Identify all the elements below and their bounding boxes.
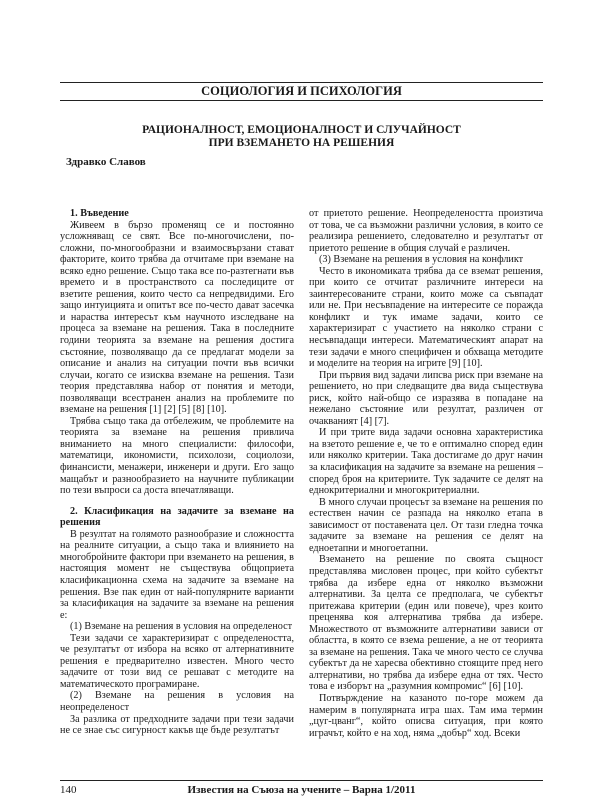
page-number: 140 bbox=[60, 784, 77, 796]
paragraph: Живеем в бързо променящ се и постоянно усложняващ се свят. Все по-многочислени, по-сложни, по-многообразни и взаимосвързани стават факторите, които трябва да отчитаме при вземане на всяко едно решение. Също така все по-разтегнати във времето и в пространството са последиците от взетите решения, които често са непредвидими. Его защо интуицията и опитът все по-често дават засечка и нараства интересът към научното изследване на процеса за вземане на решения. Така в последните години теорията за вземане на решения достига състояние, позволяващо да се предлагат модели за описание и анализ на ситуации почти във всички случаи, когато се изисква вземане на решения. Тази теория представлява набор от понятия и методи, позволяващи всестранен анализ на проблемите по вземане на решения [1] [2] [5] [8] [10]. bbox=[60, 219, 294, 416]
header-rule-top bbox=[60, 82, 543, 83]
paragraph: (3) Вземане на решения в условия на конфликт bbox=[319, 254, 524, 266]
paragraph: (2) Вземане на решения в условия на неопределеност bbox=[60, 690, 294, 713]
paragraph: Потвърждение на казаното по-горе можем да намерим в популярната игра шах. Там има термин „цуг-цванг“, който описва ситуация, при която играчът, който е на ход, няма „добър“ ход. Всеки bbox=[309, 692, 543, 739]
journal-title: Известия на Съюза на учените – Варна 1/2011 bbox=[187, 784, 416, 796]
section-title: СОЦИОЛОГИЯ И ПСИХОЛОГИЯ bbox=[201, 84, 402, 98]
article-title-line-1: РАЦИОНАЛНОСТ, ЕМОЦИОНАЛНОСТ И СЛУЧАЙНОСТ bbox=[142, 124, 461, 136]
header-rule-bottom bbox=[60, 100, 543, 101]
paragraph: При първия вид задачи липсва риск при вземане на решението, но при следващите два вида съществува риск, който най-общо се изразява в попадане на нежелано състояние или резултат, различен от очакваният [4] [7]. bbox=[309, 369, 543, 427]
paragraph: И при трите вида задачи основна характеристика на взетото решение е, че то е оптимално според един или няколко критерии. Така достигаме до друг начин за класификация на задачите за вземане на решения – според броя на критериите. Тук задачите се делят на еднокритериални и многокритериални. bbox=[309, 427, 543, 497]
heading-introduction: 1. Въведение bbox=[70, 208, 129, 219]
heading-classification: 2. Класификация на задачите за вземане на решения bbox=[60, 505, 294, 529]
left-column bbox=[60, 208, 294, 737]
right-column bbox=[309, 208, 543, 739]
paragraph: За разлика от предходните задачи при тези задачи не се знае със сигурност какъв ще бъде резултатът bbox=[60, 713, 294, 737]
footer-rule bbox=[60, 780, 543, 781]
article-title bbox=[60, 124, 543, 150]
paragraph: В много случаи процесът за вземане на решения по естествен начин се разпада на няколко етапа в зависимост от поставената цел. От тази гледна точка задачите за вземане на решения се делят на едноетапни и многоетапни. bbox=[309, 496, 543, 554]
paragraph: (1) Вземане на решения в условия на определеност bbox=[70, 621, 293, 633]
author-name: Здравко Славов bbox=[66, 156, 146, 168]
article-title-line-2: ПРИ ВЗЕМАНЕТО НА РЕШЕНИЯ bbox=[208, 137, 395, 149]
paragraph: В резултат на голямото разнообразие и сложността на реалните ситуации, а също така и влиянието на многобройните фактори при вземането на решения, в настоящия момент не съществува общоприета класификационна схема на задачите за вземане на решения. Взе пак един от най-популярните варианти за класификация на задачите за вземане на решения е: bbox=[60, 528, 294, 621]
paragraph: Тези задачи се характеризират с определеността, че резултатът от избора на всяко от алтернативните решения е предварително известен. Много често задачите от този вид се решават с методите на математическото програмиране. bbox=[60, 632, 294, 690]
paragraph: Често в икономиката трябва да се вземат решения, при които се отчитат различните интереси на заинтересованите страни, които може са съвпадат или не. При несъвпадение на интересите се поражда конфликт и тук имаме задачи, които се характеризират с участието на няколко страни с несъвпадащи интереси. Математическият апарат на тези задачи е много специфичен и обхваща методите и моделите на теория на игрите [9] [10]. bbox=[309, 265, 543, 370]
paragraph: Трябва също така да отбележим, че проблемите на теорията за вземане на решения привлича вниманието на много специалисти: философи, математици, икономисти, психолози, социолози, финансисти, менажери, инженери и други. Его защо мащабът и разнообразието на научните публикации по тези въпроси са доста впечатляващи. bbox=[60, 415, 294, 497]
paragraph: от приетото решение. Неопределеността произтича от това, че са възможни различни условия, в които се реализира решението, следователно и резултатът от приетото решение в общия случай е различен. bbox=[309, 208, 543, 254]
paragraph: Вземането на решение по своята същност представлява мисловен процес, при който субектът трябва да избере една от няколко възможни алтернативи. За целта се предполага, че субектът притежава критерии (един или повече), чрез които преценява коя алтернатива трябва да избере. Множеството от възможните алтернативи зависи от областта, в която се взема решение, а не от теорията за вземане на решения. Така че много често се случва субектът да не харесва обективно стоящите пред него алтернативи, но трябва да избере една от тях. Често това е изборът на „разумния компромис“ [6] [10]. bbox=[309, 554, 543, 693]
